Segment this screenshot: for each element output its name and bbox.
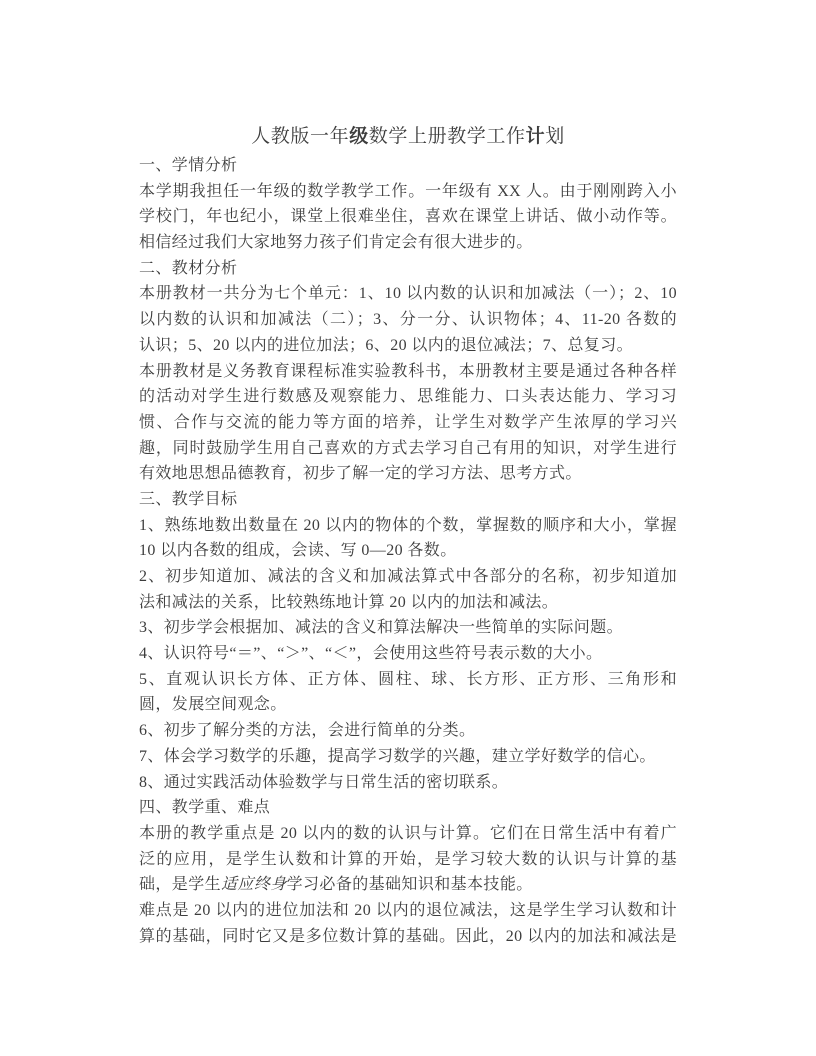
text-line: 二、教材分析 — [139, 259, 238, 277]
text-line: 四、教学重、难点 — [139, 799, 271, 817]
title-text-bold: 级 — [349, 126, 369, 147]
text-line: 本册的教学重点是 20 以内的数的认识与计算。它们在日常生活中有着广 — [139, 824, 677, 842]
text-line — [139, 872, 677, 898]
title-text: 人教版一年 — [251, 126, 350, 147]
document-content — [139, 124, 677, 949]
document-title — [139, 124, 677, 150]
title-text-bold: 计 — [525, 126, 546, 147]
text-line: 2、初步知道加、减法的含义和加减法算式中各部分的名称，初步知道加 — [139, 568, 677, 585]
title-text: 划 — [545, 126, 565, 147]
text-run: 础，是学生 — [139, 876, 222, 894]
text-line: 5、直观认识长方体、正方体、圆柱、球、长方形、正方形、三角形和 — [139, 670, 677, 688]
text-line: 有效地思想品德教育，初步了解一定的学习方法、思考方式。 — [139, 465, 582, 483]
text-run: 学习必备的基础知识和基本技能。 — [286, 876, 533, 894]
text-line: 圆，发展空间观念。 — [139, 696, 287, 714]
text-line: 6、初步了解分类的方法，会进行简单的分类。 — [139, 722, 476, 740]
text-line: 7、体会学习数学的乐趣，提高学习数学的兴趣，建立学好数学的信心。 — [139, 747, 656, 765]
text-line: 3、初步学会根据加、减法的含义和算法解决一些简单的实际问题。 — [139, 619, 624, 637]
text-line: 4、认识符号“＝”、“＞”、“＜”，会使用这些符号表示数的大小。 — [139, 645, 603, 663]
text-line: 趣，同时鼓励学生用自己喜欢的方式去学习自己有用的知识，对学生进行 — [139, 439, 677, 457]
text-line: 认识；5、20 以内的进位加法；6、20 以内的退位减法；7、总复习。 — [139, 336, 634, 354]
text-line: 算的基础，同时它又是多位数计算的基础。因此，20 以内的加法和减法是 — [139, 927, 677, 945]
text-line: 难点是 20 以内的进位加法和 20 以内的退位减法，这是学生学习认数和计 — [139, 901, 677, 919]
text-line: 本学期我担任一年级的数学教学工作。一年级有 XX 人。由于刚刚跨入小 — [139, 182, 677, 200]
text-line: 法和减法的关系，比较熟练地计算 20 以内的加法和减法。 — [139, 593, 559, 611]
text-line: 泛的应用，是学生认数和计算的开始，是学习较大数的认识与计算的基 — [139, 850, 677, 868]
document-body — [139, 153, 677, 949]
text-line: 10 以内各数的组成，会读、写 0—20 各数。 — [139, 542, 457, 560]
text-line: 惯、合作与交流的能力等方面的培养，让学生对数学产生浓厚的学习兴 — [139, 413, 677, 431]
title-text: 数学上册教学工作 — [368, 126, 526, 147]
text-line: 的活动对学生进行数感及观察能力、思维能力、口头表达能力、学习习 — [139, 388, 677, 406]
text-run: 适应终身 — [221, 876, 287, 894]
text-line: 1、熟练地数出数量在 20 以内的物体的个数，掌握数的顺序和大小，掌握 — [139, 516, 677, 534]
text-line: 三、教学目标 — [139, 490, 238, 508]
text-line: 相信经过我们大家地努力孩子们肯定会有很大进步的。 — [139, 234, 533, 252]
text-line: 本册教材是义务教育课程标准实验教科书，本册教材主要是通过各种各样 — [139, 362, 677, 380]
text-line: 以内数的认识和加减法（二）；3、分一分、认识物体；4、11-20 各数的 — [139, 311, 677, 329]
text-line: 8、通过实践活动体验数学与日常生活的密切联系。 — [139, 773, 509, 791]
text-line: 一、学情分析 — [139, 157, 238, 174]
text-line: 学校门，年也纪小，课堂上很难坐住，喜欢在课堂上讲话、做小动作等。 — [139, 208, 677, 226]
text-line: 本册教材一共分为七个单元：1、10 以内数的认识和加减法（一）；2、10 — [139, 285, 677, 303]
